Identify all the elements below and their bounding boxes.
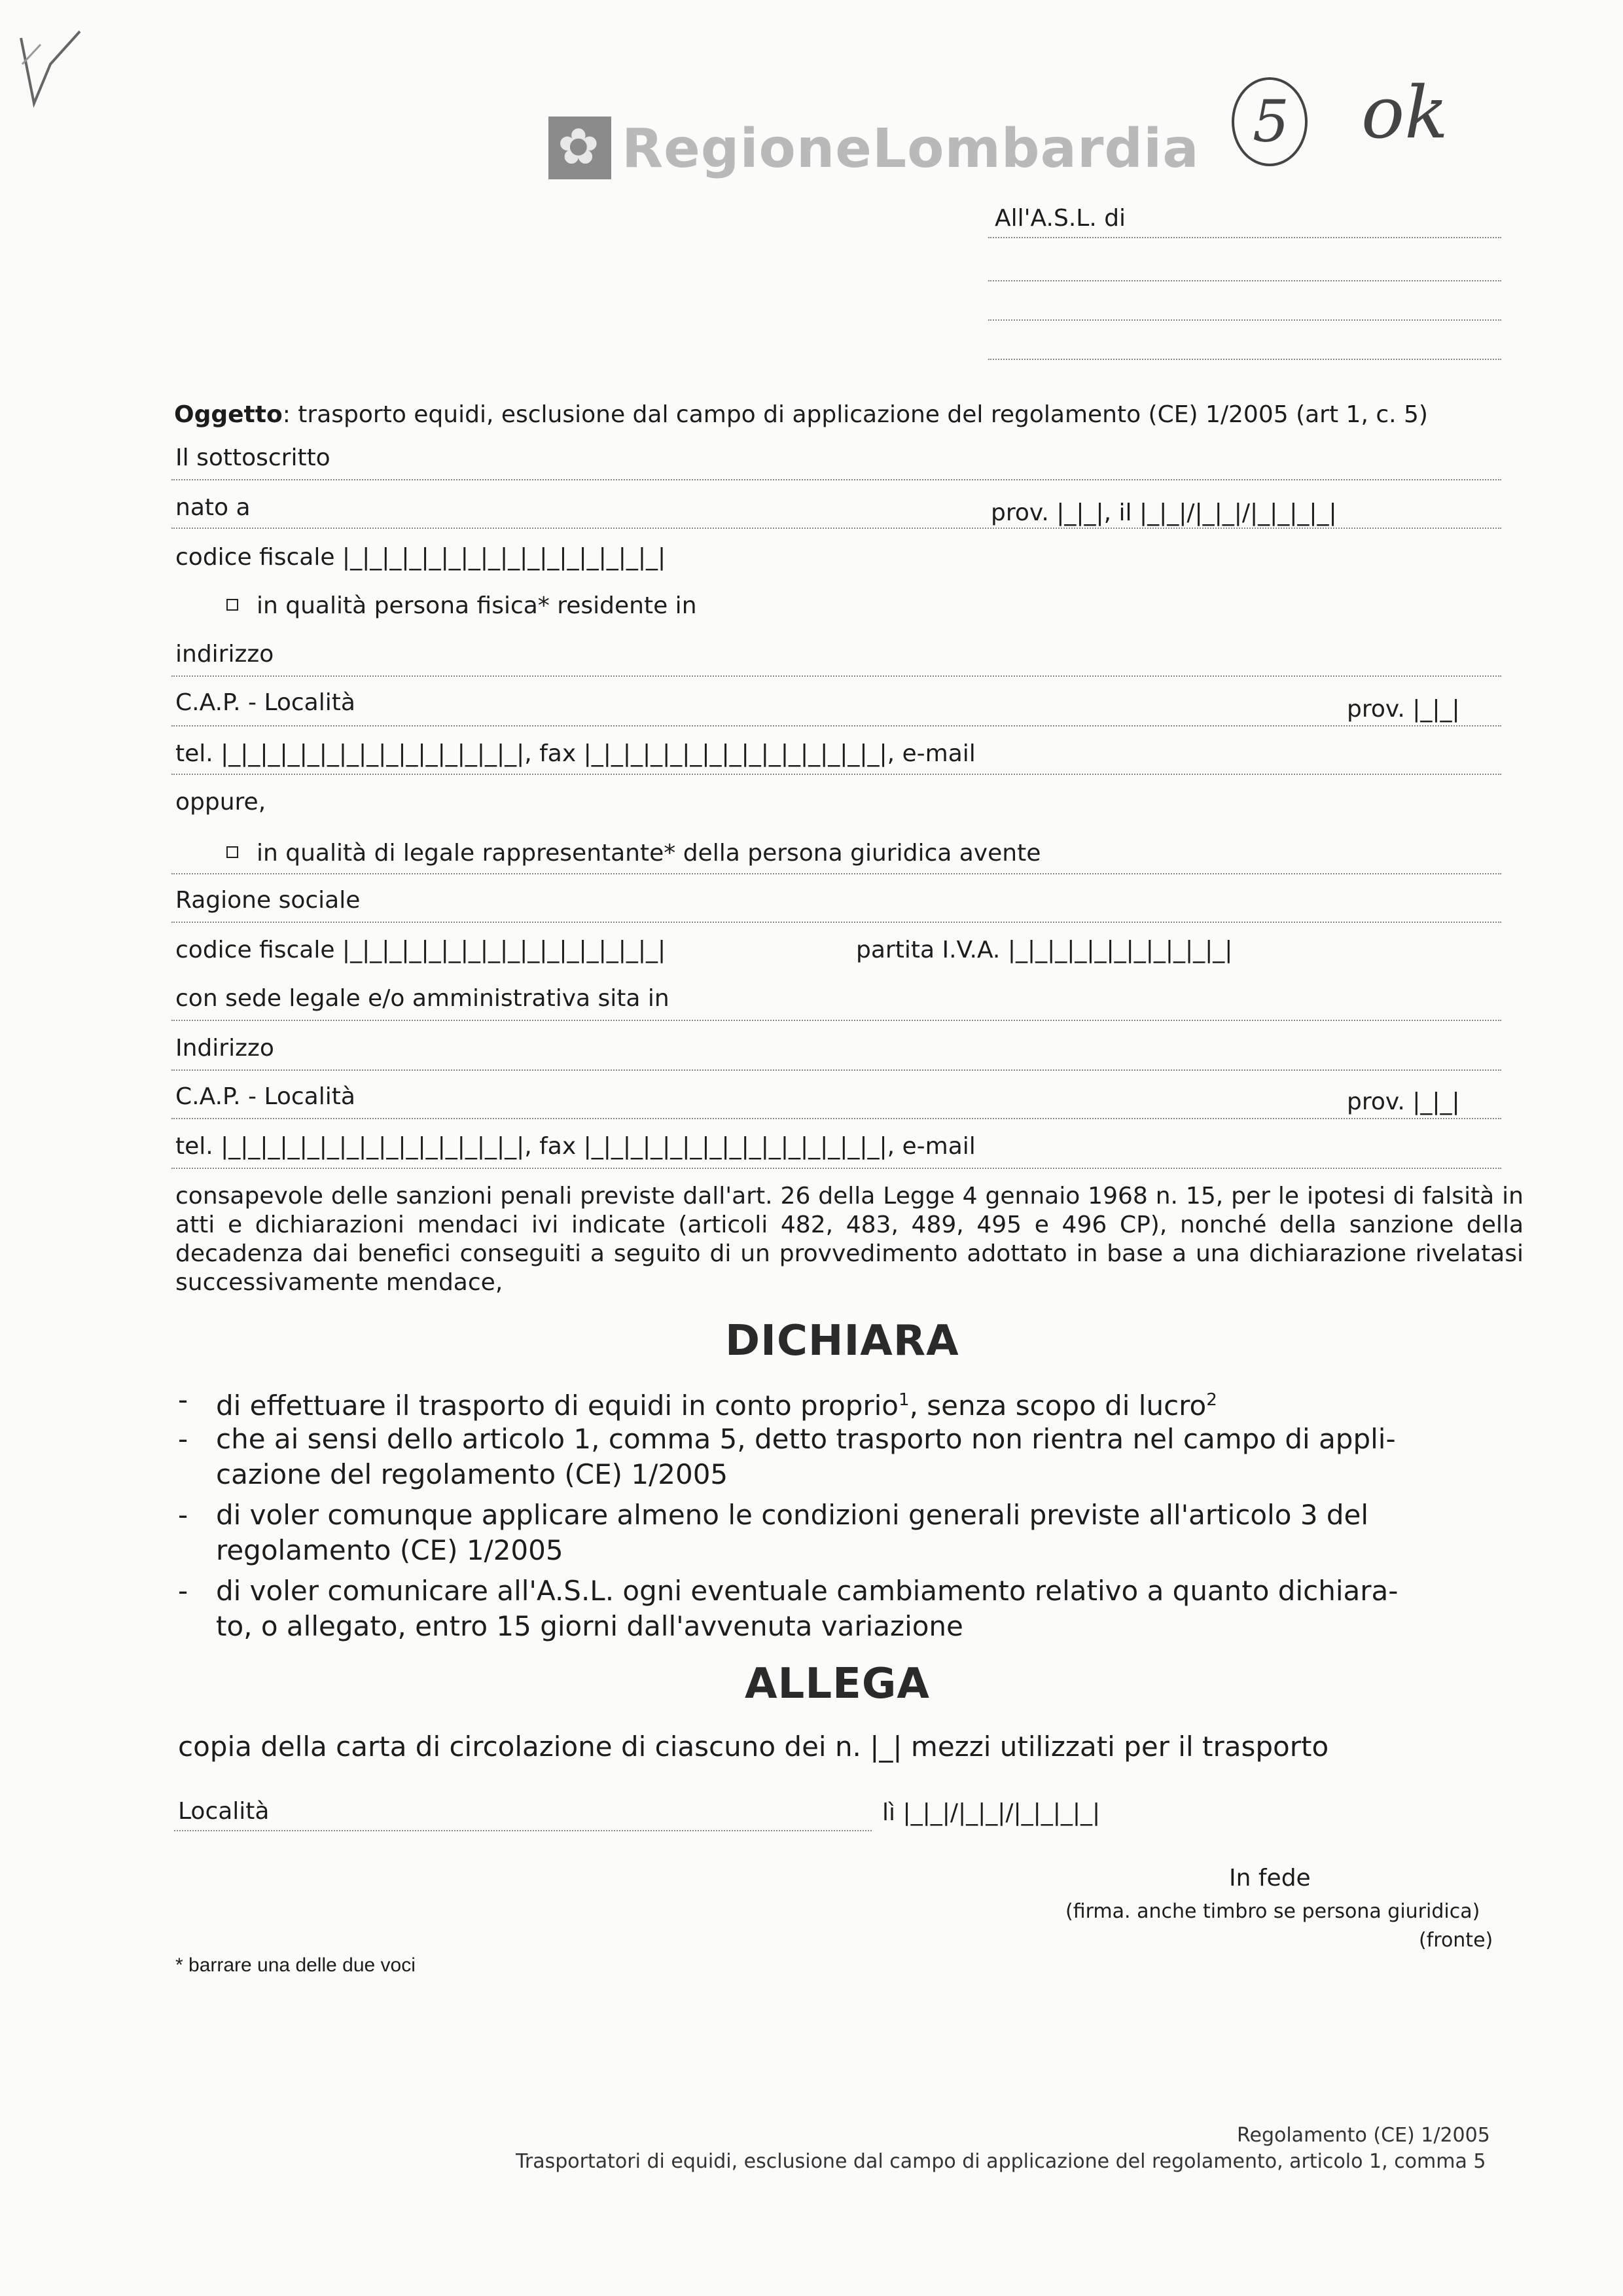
address-field-2[interactable] [171, 1069, 1501, 1071]
locality-field[interactable] [174, 1830, 872, 1831]
handwritten-number: 5 [1253, 88, 1289, 155]
birthplace-label: nato a [175, 494, 251, 521]
legal-rep-option[interactable] [226, 839, 1041, 868]
dichiara-item-2-l2: cazione del regolamento (CE) 1/2005 [216, 1458, 728, 1490]
dichiara-dash-4: - [178, 1575, 188, 1607]
dichiara-item-1-text-b: , senza scopo di lucro [909, 1390, 1207, 1422]
company-name-label: Ragione sociale [175, 887, 361, 914]
tel-field-2[interactable] [171, 1168, 1501, 1169]
addressee-line-1[interactable] [988, 237, 1501, 238]
tel-fax-email-1[interactable]: tel. |_|_|_|_|_|_|_|_|_|_|_|_|_|_|_|, fax |_|_|_|_|_|_|_|_|_|_|_|_|_|_|_|, e-mail [175, 740, 976, 767]
cap-label-1: C.A.P. - Località [175, 689, 355, 716]
region-logo-icon [548, 117, 611, 179]
dichiara-dash-1: - [178, 1384, 188, 1416]
signature-date[interactable]: lì |_|_|/|_|_|/|_|_|_|_| [882, 1799, 1101, 1826]
allega-text: copia della carta di circolazione di ciascuno dei n. |_| mezzi utilizzati per il trasporto [178, 1731, 1329, 1763]
natural-person-label: in qualità persona fisica* residente in [257, 592, 697, 619]
footer-regulation: Regolamento (CE) 1/2005 [1237, 2124, 1490, 2147]
subject-label: Oggetto [174, 401, 283, 428]
region-logo-text: RegioneLombardia [622, 118, 1200, 180]
company-name-field[interactable] [171, 922, 1501, 923]
sottoscritto-label: Il sottoscritto [175, 444, 330, 471]
birth-prov-date: prov. |_|_|, il |_|_|/|_|_|/|_|_|_|_| [991, 499, 1337, 526]
sottoscritto-field[interactable] [171, 479, 1501, 480]
dichiara-dash-3: - [178, 1499, 188, 1531]
fronte-label: (fronte) [1419, 1929, 1493, 1952]
address-label-2: Indirizzo [175, 1035, 274, 1062]
fiscal-code-2[interactable]: codice fiscale |_|_|_|_|_|_|_|_|_|_|_|_|_|_|_|_| [175, 937, 666, 963]
registered-office-field[interactable] [171, 1020, 1501, 1021]
address-field-1[interactable] [171, 675, 1501, 677]
prov-1[interactable]: prov. |_|_| [1347, 696, 1460, 723]
dichiara-item-1-text: di effettuare il trasporto di equidi in conto proprio [216, 1390, 899, 1422]
natural-person-checkbox[interactable] [226, 599, 238, 611]
tel-fax-email-2[interactable]: tel. |_|_|_|_|_|_|_|_|_|_|_|_|_|_|_|, fax |_|_|_|_|_|_|_|_|_|_|_|_|_|_|_|, e-mail [175, 1133, 976, 1160]
asterisk-footnote: * barrare una delle due voci [175, 1954, 416, 1976]
dichiara-item-1 [216, 1382, 1217, 1424]
vat-number[interactable]: partita I.V.A. |_|_|_|_|_|_|_|_|_|_|_| [856, 937, 1233, 963]
allega-heading: ALLEGA [745, 1660, 930, 1708]
in-fede-label: In fede [1229, 1865, 1311, 1892]
locality-label: Località [178, 1798, 270, 1825]
dichiara-item-2-l1: che ai sensi dello articolo 1, comma 5, detto trasporto non rientra nel campo di appli- [216, 1423, 1396, 1455]
addressee-line-3[interactable] [988, 319, 1501, 321]
footnote-ref-2: 2 [1206, 1390, 1217, 1410]
footnote-ref-1: 1 [899, 1390, 910, 1410]
legal-rep-checkbox[interactable] [226, 846, 238, 858]
signature-note: (firma. anche timbro se persona giuridica) [1065, 1900, 1480, 1923]
addressee-line-4[interactable] [988, 359, 1501, 360]
birthplace-field[interactable] [171, 528, 1501, 529]
registered-office-label: con sede legale e/o amministrativa sita in [175, 985, 669, 1012]
subject-text: : trasporto equidi, esclusione dal campo di applicazione del regolamento (CE) 1/2005 (art 1, c. 5) [282, 401, 1428, 428]
declaration-preamble: consapevole delle sanzioni penali previste dall'art. 26 della Legge 4 gennaio 1968 n. 15, per le ipotesi di falsità in atti e dichiarazioni mendaci ivi indicate (articoli 482, 483, 489, 495 e 496 CP), nonché della sanzione della decadenza dai benefici conseguiti a seguito di un provvedimento adottato in base a una dichiarazione rivelatasi successivamente mendace, [175, 1183, 1524, 1296]
natural-person-option[interactable] [226, 592, 697, 620]
addressee-label: All'A.S.L. di [995, 205, 1126, 232]
legal-rep-line [171, 873, 1501, 874]
dichiara-item-3-l2: regolamento (CE) 1/2005 [216, 1534, 563, 1566]
cap-label-2: C.A.P. - Località [175, 1083, 355, 1110]
footer-description: Trasportatori di equidi, esclusione dal campo di applicazione del regolamento, articolo 1, comma 5 [516, 2150, 1486, 2173]
cap-field-2[interactable] [171, 1118, 1501, 1119]
handwritten-ok: ok [1361, 71, 1448, 154]
oppure-label: oppure, [175, 789, 266, 816]
dichiara-heading: DICHIARA [725, 1317, 959, 1365]
dichiara-item-4-l2: to, o allegato, entro 15 giorni dall'avvenuta variazione [216, 1610, 963, 1642]
legal-rep-label: in qualità di legale rappresentante* della persona giuridica avente [257, 840, 1041, 867]
prov-2[interactable]: prov. |_|_| [1347, 1088, 1460, 1115]
address-label-1: indirizzo [175, 641, 274, 668]
dichiara-dash-2: - [178, 1423, 188, 1455]
fiscal-code-1[interactable]: codice fiscale |_|_|_|_|_|_|_|_|_|_|_|_|_|_|_|_| [175, 544, 666, 571]
margin-scribble [14, 25, 93, 123]
subject-line [174, 401, 1428, 429]
dichiara-item-4-l1: di voler comunicare all'A.S.L. ogni eventuale cambiamento relativo a quanto dichiara- [216, 1575, 1399, 1607]
dichiara-item-3-l1: di voler comunque applicare almeno le condizioni generali previste all'articolo 3 del [216, 1499, 1369, 1531]
addressee-line-2[interactable] [988, 280, 1501, 281]
cap-field-1[interactable] [171, 725, 1501, 726]
tel-field-1[interactable] [171, 774, 1501, 775]
